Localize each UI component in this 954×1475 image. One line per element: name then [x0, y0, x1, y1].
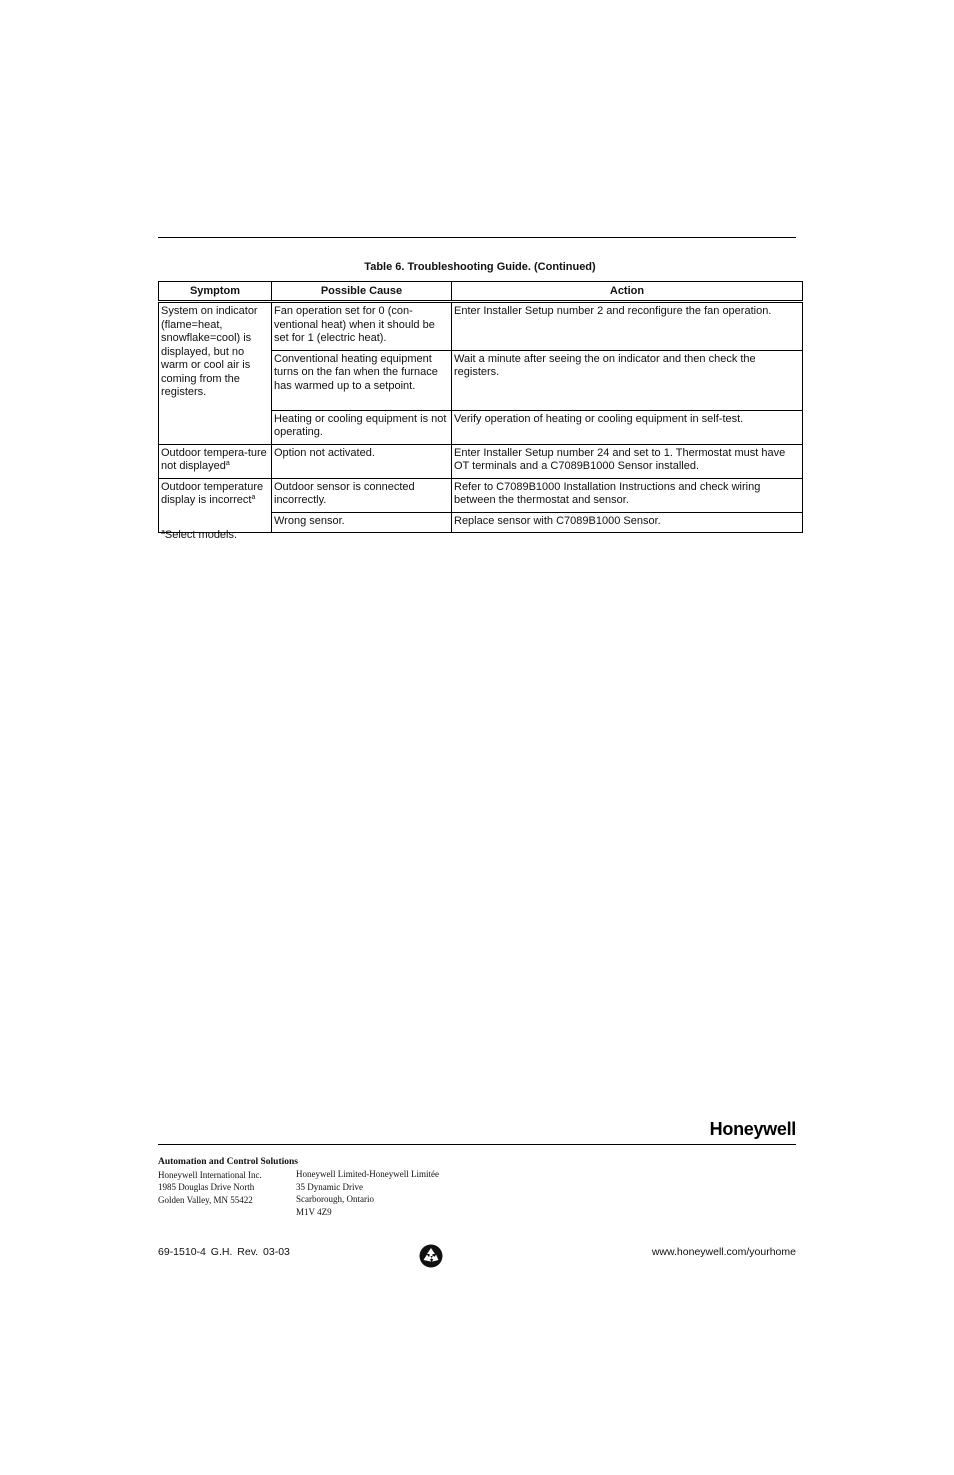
action-cell: Enter Installer Setup number 24 and set to 1. Thermostat must have OT terminals and a C7089B1000 Sensor installed. [452, 444, 803, 478]
footnote-mark: a [161, 529, 165, 536]
cause-cell: Fan operation set for 0 (con-ventional heat) when it should be set for 1 (electric heat). [272, 302, 452, 351]
symptom-text: Outdoor tempera-ture not displayed [161, 446, 267, 472]
footer-rule [158, 1144, 796, 1145]
table-row [159, 444, 803, 478]
us-address-line: Honeywell International Inc. [158, 1169, 262, 1180]
cause-cell: Conventional heating equipment turns on the fan when the furnace has warmed up to a setpoint. [272, 350, 452, 410]
ca-address-block [296, 1168, 439, 1218]
division-name: Automation and Control Solutions [158, 1157, 298, 1167]
action-cell: Replace sensor with C7089B1000 Sensor. [452, 512, 803, 533]
footnote-text: Select models. [164, 529, 238, 541]
action-cell: Wait a minute after seeing the on indicator and then check the registers. [452, 350, 803, 410]
troubleshooting-table [158, 281, 803, 533]
honeywell-logo: Honeywell [709, 1119, 796, 1139]
symptom-cell [159, 478, 272, 533]
action-cell: Refer to C7089B1000 Installation Instructions and check wiring between the thermostat and sensor. [452, 478, 803, 512]
ca-address-line: Honeywell Limited-Honeywell Limitée [296, 1169, 439, 1179]
action-cell: Enter Installer Setup number 2 and reconfigure the fan operation. [452, 302, 803, 351]
table-row [159, 478, 803, 512]
symptom-text: Outdoor temperature display is incorrect [161, 480, 264, 506]
header-symptom: Symptom [159, 282, 272, 302]
ca-address-line: 35 Dynamic Drive [296, 1181, 363, 1192]
header-action: Action [452, 282, 803, 302]
table-header-row [159, 282, 803, 302]
cause-cell: Option not activated. [272, 444, 452, 478]
header-rule [158, 237, 796, 238]
symptom-text: System on indicator (flame=heat, snowflake=cool) is displayed, but no warm or cool air is coming from the registers. [161, 305, 258, 398]
us-address-block [158, 1156, 298, 1206]
recycle-icon [418, 1243, 444, 1269]
table-title: Table 6. Troubleshooting Guide. (Continued) [364, 261, 596, 273]
us-address-line: Golden Valley, MN 55422 [158, 1194, 253, 1205]
header-cause: Possible Cause [272, 282, 452, 302]
symptom-cell [159, 444, 272, 478]
table-footnote [161, 529, 237, 541]
footnote-ref: a [251, 494, 256, 501]
cause-cell: Heating or cooling equipment is not operating. [272, 410, 452, 444]
action-cell: Verify operation of heating or cooling equipment in self-test. [452, 410, 803, 444]
table-row [159, 302, 803, 351]
symptom-cell [159, 302, 272, 445]
website-url: www.honeywell.com/yourhome [651, 1246, 796, 1258]
footnote-ref: a [225, 460, 230, 467]
us-address-line: 1985 Douglas Drive North [158, 1182, 255, 1192]
cause-cell: Wrong sensor. [272, 512, 452, 533]
ca-address-line: M1V 4Z9 [296, 1206, 332, 1217]
cause-cell: Outdoor sensor is connected incorrectly. [272, 478, 452, 512]
ca-address-line: Scarborough, Ontario [296, 1194, 374, 1204]
document-number: 69-1510-4 G.H. Rev. 03-03 [158, 1246, 290, 1258]
